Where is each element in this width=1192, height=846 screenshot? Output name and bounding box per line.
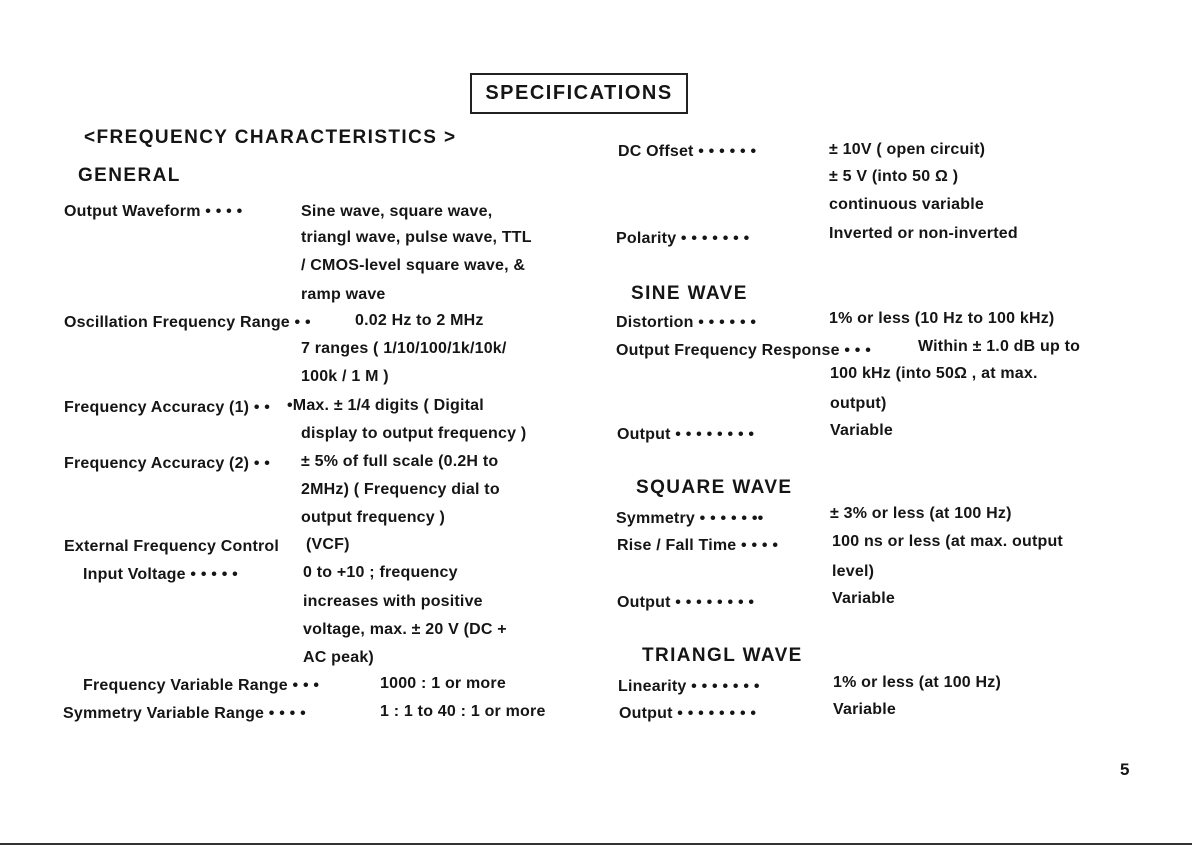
polarity-value: Inverted or non-inverted	[829, 225, 1018, 242]
output-frequency-response-label: Output Frequency Response • • •	[616, 342, 872, 359]
polarity-label: Polarity • • • • • • •	[616, 230, 750, 247]
frequency-variable-range-label: Frequency Variable Range • • •	[83, 677, 320, 694]
oscillation-range-label: Oscillation Frequency Range • •	[64, 314, 311, 331]
frequency-variable-range-value: 1000 : 1 or more	[380, 675, 506, 692]
rise-fall-time-line: 100 ns or less (at max. output	[832, 533, 1063, 550]
dc-offset-line: ± 5 V (into 50 Ω )	[829, 168, 959, 185]
external-frequency-control-label: External Frequency Control	[64, 538, 280, 555]
symmetry-variable-range-value: 1 : 1 to 40 : 1 or more	[380, 703, 546, 720]
output-waveform-label: Output Waveform • • • •	[64, 203, 243, 220]
general-heading: GENERAL	[78, 165, 181, 186]
square-output-label: Output • • • • • • • •	[617, 594, 755, 611]
input-voltage-line: voltage, max. ± 20 V (DC +	[303, 621, 507, 638]
rise-fall-time-label: Rise / Fall Time • • • •	[617, 537, 779, 554]
frequency-accuracy-1-label: Frequency Accuracy (1) • •	[64, 399, 271, 416]
output-waveform-line: ramp wave	[301, 286, 386, 303]
symmetry-value: ± 3% or less (at 100 Hz)	[830, 505, 1012, 522]
output-frequency-response-line: output)	[830, 395, 887, 412]
frequency-accuracy-1-line: display to output frequency )	[301, 425, 527, 442]
input-voltage-line: 0 to +10 ; frequency	[303, 564, 458, 581]
input-voltage-line: increases with positive	[303, 593, 483, 610]
oscillation-range-line: 100k / 1 M )	[301, 368, 389, 385]
output-waveform-line: Sine wave, square wave,	[301, 203, 493, 220]
sine-output-label: Output • • • • • • • •	[617, 426, 755, 443]
frequency-accuracy-1-line: •Max. ± 1/4 digits ( Digital	[287, 397, 484, 414]
output-frequency-response-line: Within ± 1.0 dB up to	[918, 338, 1081, 355]
dc-offset-line: ± 10V ( open circuit)	[829, 141, 986, 158]
distortion-label: Distortion • • • • • •	[616, 314, 757, 331]
symmetry-variable-range-label: Symmetry Variable Range • • • •	[63, 705, 306, 722]
oscillation-range-line: 0.02 Hz to 2 MHz	[355, 312, 484, 329]
symmetry-label: Symmetry • • • • • ••	[616, 510, 764, 527]
output-frequency-response-line: 100 kHz (into 50Ω , at max.	[830, 365, 1038, 382]
rise-fall-time-line: level)	[832, 563, 875, 580]
specifications-title: SPECIFICATIONS	[470, 73, 688, 114]
external-frequency-control-value: (VCF)	[306, 536, 350, 553]
dc-offset-label: DC Offset • • • • • •	[618, 143, 757, 160]
page-number: 5	[1120, 760, 1130, 779]
square-wave-heading: SQUARE WAVE	[636, 477, 793, 498]
dc-offset-line: continuous variable	[829, 196, 984, 213]
triangl-output-label: Output • • • • • • • •	[619, 705, 757, 722]
oscillation-range-line: 7 ranges ( 1/10/100/1k/10k/	[301, 340, 507, 357]
output-waveform-line: / CMOS-level square wave, &	[301, 257, 526, 274]
sine-output-value: Variable	[830, 422, 893, 439]
triangl-wave-heading: TRIANGL WAVE	[642, 645, 803, 666]
input-voltage-line: AC peak)	[303, 649, 374, 666]
frequency-accuracy-2-label: Frequency Accuracy (2) • •	[64, 455, 271, 472]
linearity-value: 1% or less (at 100 Hz)	[833, 674, 1002, 691]
frequency-accuracy-2-line: 2MHz) ( Frequency dial to	[301, 481, 500, 498]
output-waveform-line: triangl wave, pulse wave, TTL	[301, 229, 532, 246]
linearity-label: Linearity • • • • • • •	[618, 678, 760, 695]
frequency-accuracy-2-line: ± 5% of full scale (0.2H to	[301, 453, 499, 470]
input-voltage-label: Input Voltage • • • • •	[83, 566, 238, 583]
distortion-value: 1% or less (10 Hz to 100 kHz)	[829, 310, 1055, 327]
frequency-characteristics-heading: <FREQUENCY CHARACTERISTICS >	[84, 127, 457, 148]
triangl-output-value: Variable	[833, 701, 896, 718]
frequency-accuracy-2-line: output frequency )	[301, 509, 446, 526]
sine-wave-heading: SINE WAVE	[631, 283, 748, 304]
page-bottom-edge	[0, 843, 1192, 845]
square-output-value: Variable	[832, 590, 895, 607]
